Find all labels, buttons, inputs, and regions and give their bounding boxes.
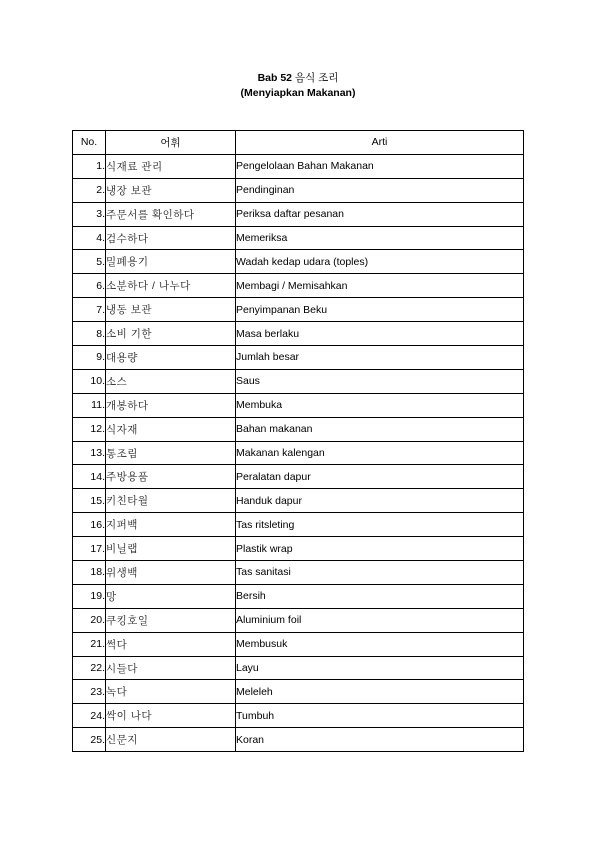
row-number: 10. (73, 369, 106, 393)
table-row (73, 584, 524, 608)
table-row (73, 346, 524, 370)
table-row (73, 632, 524, 656)
table-row (73, 680, 524, 704)
table-row (73, 393, 524, 417)
row-number: 19. (73, 584, 106, 608)
table-row (73, 322, 524, 346)
row-number: 3. (73, 202, 106, 226)
row-number: 5. (73, 250, 106, 274)
row-number: 12. (73, 417, 106, 441)
indonesian-meaning: Bahan makanan (236, 417, 524, 441)
row-number: 24. (73, 704, 106, 728)
indonesian-meaning: Aluminium foil (236, 608, 524, 632)
table-body (73, 154, 524, 751)
table-row (73, 298, 524, 322)
row-number: 13. (73, 441, 106, 465)
indonesian-meaning: Wadah kedap udara (toples) (236, 250, 524, 274)
table-row (73, 489, 524, 513)
chapter-number: Bab 52 (257, 72, 292, 84)
korean-word: 밀폐용기 (106, 250, 236, 274)
korean-word: 식재료 관리 (106, 154, 236, 178)
korean-word: 검수하다 (106, 226, 236, 250)
row-number: 8. (73, 322, 106, 346)
table-row (73, 465, 524, 489)
row-number: 2. (73, 178, 106, 202)
table-row (73, 417, 524, 441)
row-number: 18. (73, 561, 106, 585)
table-row (73, 202, 524, 226)
table-row (73, 513, 524, 537)
korean-word: 소비 기한 (106, 322, 236, 346)
indonesian-meaning: Tas sanitasi (236, 561, 524, 585)
indonesian-meaning: Koran (236, 728, 524, 752)
table-row (73, 441, 524, 465)
indonesian-meaning: Penyimpanan Beku (236, 298, 524, 322)
indonesian-meaning: Handuk dapur (236, 489, 524, 513)
row-number: 11. (73, 393, 106, 417)
table-row (73, 250, 524, 274)
korean-word: 망 (106, 584, 236, 608)
table-header-row (73, 131, 524, 155)
row-number: 9. (73, 346, 106, 370)
row-number: 21. (73, 632, 106, 656)
table-row (73, 537, 524, 561)
indonesian-meaning: Masa berlaku (236, 322, 524, 346)
column-header-korean: 어휘 (106, 131, 236, 155)
chapter-subtitle (0, 86, 596, 101)
indonesian-meaning: Bersih (236, 584, 524, 608)
table-row (73, 154, 524, 178)
row-number: 6. (73, 274, 106, 298)
indonesian-meaning: Layu (236, 656, 524, 680)
row-number: 25. (73, 728, 106, 752)
korean-word: 지퍼백 (106, 513, 236, 537)
table-row (73, 178, 524, 202)
indonesian-meaning: Saus (236, 369, 524, 393)
korean-word: 냉동 보관 (106, 298, 236, 322)
vocabulary-table (72, 130, 524, 752)
korean-word: 소분하다 / 나누다 (106, 274, 236, 298)
korean-word: 쿠킹호일 (106, 608, 236, 632)
document-title (0, 71, 596, 101)
indonesian-meaning: Pengelolaan Bahan Makanan (236, 154, 524, 178)
indonesian-meaning: Pendinginan (236, 178, 524, 202)
column-header-no: No. (73, 131, 106, 155)
row-number: 17. (73, 537, 106, 561)
table-row (73, 226, 524, 250)
korean-word: 신문지 (106, 728, 236, 752)
row-number: 16. (73, 513, 106, 537)
table-row (73, 369, 524, 393)
indonesian-meaning: Memeriksa (236, 226, 524, 250)
row-number: 20. (73, 608, 106, 632)
row-number: 14. (73, 465, 106, 489)
row-number: 7. (73, 298, 106, 322)
indonesian-meaning: Plastik wrap (236, 537, 524, 561)
indonesian-meaning: Meleleh (236, 680, 524, 704)
korean-word: 식자재 (106, 417, 236, 441)
table-row (73, 274, 524, 298)
indonesian-meaning: Periksa daftar pesanan (236, 202, 524, 226)
korean-word: 주문서를 확인하다 (106, 202, 236, 226)
korean-word: 위생백 (106, 561, 236, 585)
korean-word: 주방용품 (106, 465, 236, 489)
korean-word: 녹다 (106, 680, 236, 704)
chapter-korean-title: 음식 조리 (294, 72, 339, 84)
korean-word: 통조림 (106, 441, 236, 465)
table-row (73, 704, 524, 728)
indonesian-meaning: Jumlah besar (236, 346, 524, 370)
korean-word: 키친타월 (106, 489, 236, 513)
korean-word: 냉장 보관 (106, 178, 236, 202)
column-header-meaning: Arti (236, 131, 524, 155)
row-number: 15. (73, 489, 106, 513)
korean-word: 소스 (106, 369, 236, 393)
indonesian-meaning: Tas ritsleting (236, 513, 524, 537)
indonesian-meaning: Membusuk (236, 632, 524, 656)
table-row (73, 728, 524, 752)
indonesian-meaning: Membagi / Memisahkan (236, 274, 524, 298)
korean-word: 싹이 나다 (106, 704, 236, 728)
row-number: 23. (73, 680, 106, 704)
row-number: 22. (73, 656, 106, 680)
korean-word: 시들다 (106, 656, 236, 680)
table-row (73, 561, 524, 585)
row-number: 1. (73, 154, 106, 178)
korean-word: 썩다 (106, 632, 236, 656)
table-row (73, 608, 524, 632)
indonesian-meaning: Tumbuh (236, 704, 524, 728)
table-row (73, 656, 524, 680)
indonesian-meaning: Makanan kalengan (236, 441, 524, 465)
indonesian-meaning: Peralatan dapur (236, 465, 524, 489)
korean-word: 대용량 (106, 346, 236, 370)
indonesian-meaning: Membuka (236, 393, 524, 417)
chapter-subtitle-text: (Menyiapkan Makanan) (240, 87, 356, 99)
korean-word: 비닐랩 (106, 537, 236, 561)
row-number: 4. (73, 226, 106, 250)
chapter-heading (0, 71, 596, 86)
korean-word: 개봉하다 (106, 393, 236, 417)
